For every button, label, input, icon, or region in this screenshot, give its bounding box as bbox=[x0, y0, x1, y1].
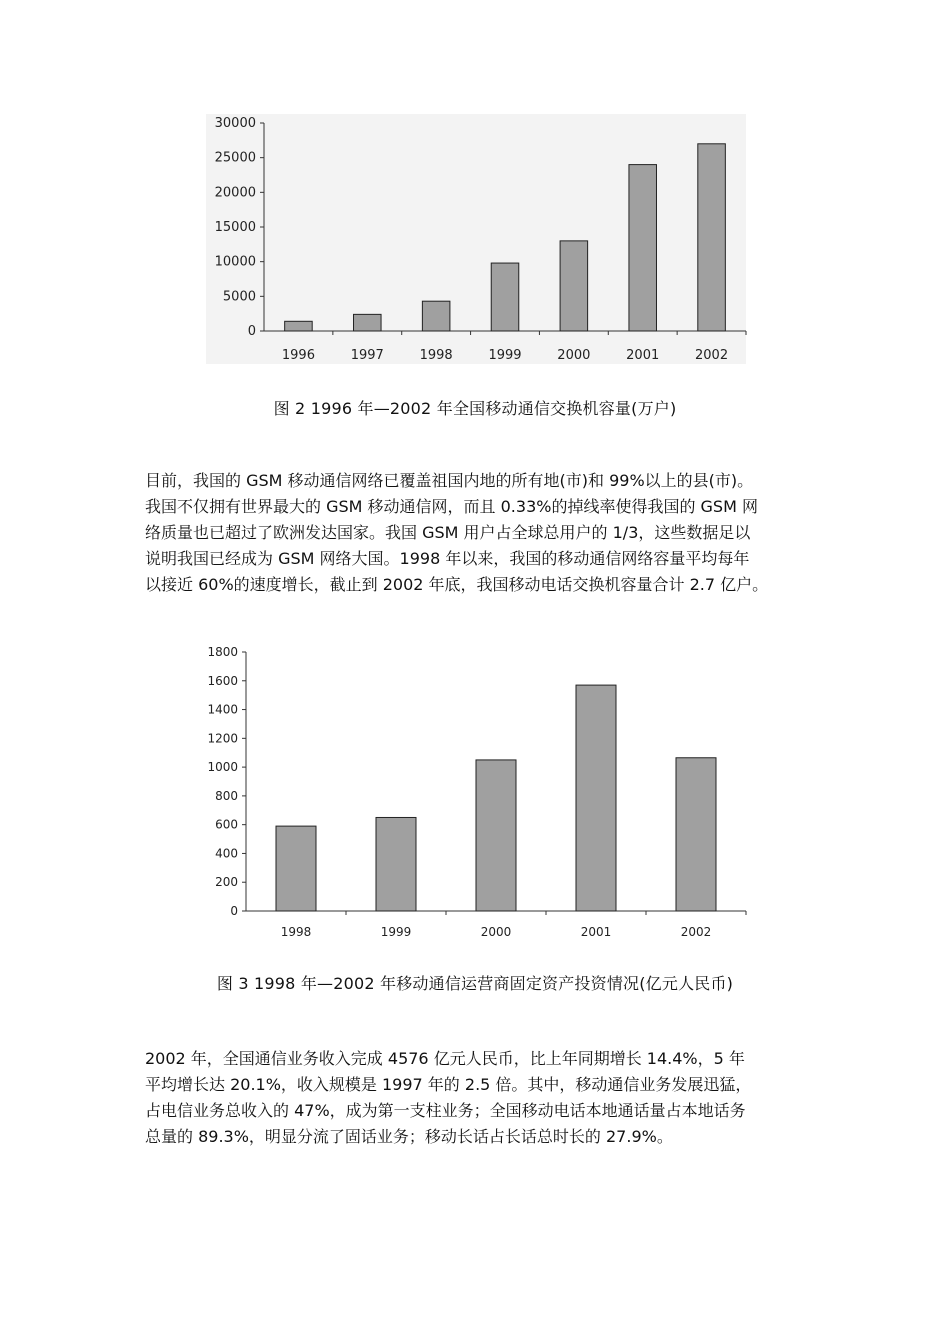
x-tick-label: 2000 bbox=[557, 348, 591, 363]
y-tick-label: 25000 bbox=[214, 150, 256, 166]
y-tick-label: 800 bbox=[215, 788, 238, 803]
paragraph-line: 络质量也已超过了欧洲发达国家。我国 GSM 用户占全球总用户的 1/3，这些数据足以 bbox=[145, 523, 751, 542]
bar bbox=[698, 144, 726, 331]
bar bbox=[422, 301, 450, 331]
figure-3-caption: 图 3 1998 年—2002 年移动通信运营商固定资产投资情况(亿元人民币) bbox=[216, 974, 734, 993]
y-tick-label: 1600 bbox=[207, 673, 238, 688]
y-tick-label: 20000 bbox=[214, 185, 256, 201]
paragraph-line: 我国不仅拥有世界最大的 GSM 移动通信网，而且 0.33%的掉线率使得我国的 GSM 网 bbox=[145, 497, 758, 516]
bar bbox=[576, 685, 616, 911]
x-tick-label: 1996 bbox=[281, 348, 315, 363]
y-tick-label: 15000 bbox=[214, 220, 256, 235]
bar bbox=[629, 165, 657, 331]
paragraph-line: 以接近 60%的速度增长，截止到 2002 年底，我国移动电话交换机容量合计 2.7 亿户。 bbox=[145, 575, 769, 594]
y-tick-label: 30000 bbox=[214, 116, 256, 131]
x-tick-label: 2002 bbox=[695, 348, 729, 363]
y-tick-label: 5000 bbox=[222, 289, 256, 305]
y-tick-label: 10000 bbox=[214, 254, 256, 270]
x-tick-label: 2002 bbox=[680, 925, 712, 939]
x-tick-label: 1997 bbox=[350, 348, 384, 363]
paragraph-line: 说明我国已经成为 GSM 网络大国。1998 年以来，我国的移动通信网络容量平均每年 bbox=[145, 549, 750, 568]
bar bbox=[476, 760, 516, 911]
y-tick-label: 400 bbox=[215, 846, 238, 861]
paragraph-line: 目前，我国的 GSM 移动通信网络已覆盖祖国内地的所有地(市)和 99%以上的县(市)。 bbox=[145, 471, 754, 490]
bar bbox=[376, 817, 416, 911]
bar bbox=[285, 321, 313, 331]
y-tick-label: 0 bbox=[247, 324, 256, 339]
bar bbox=[276, 826, 316, 911]
bar bbox=[354, 314, 382, 331]
investment-bar-chart bbox=[196, 640, 756, 942]
figure-2-caption: 图 2 1996 年—2002 年全国移动通信交换机容量(万户) bbox=[273, 399, 677, 418]
y-tick-label: 0 bbox=[230, 904, 238, 918]
paragraph-line: 总量的 89.3%，明显分流了固话业务；移动长话占长话总时长的 27.9%。 bbox=[145, 1127, 673, 1146]
revenue-paragraph bbox=[145, 1046, 825, 1150]
y-tick-label: 1000 bbox=[207, 760, 238, 775]
y-tick-label: 600 bbox=[215, 817, 238, 832]
x-tick-label: 2001 bbox=[626, 348, 660, 363]
bar bbox=[491, 263, 519, 331]
bar bbox=[560, 241, 588, 331]
investment-chart-svg bbox=[196, 640, 756, 942]
gsm-network-paragraph bbox=[145, 468, 825, 598]
bar bbox=[676, 758, 716, 911]
y-tick-label: 1400 bbox=[207, 702, 238, 717]
capacity-chart-svg bbox=[196, 108, 756, 370]
x-tick-label: 1998 bbox=[419, 348, 453, 363]
x-tick-label: 2001 bbox=[580, 925, 612, 939]
y-tick-label: 1200 bbox=[207, 731, 238, 746]
x-tick-label: 1999 bbox=[380, 925, 412, 939]
x-tick-label: 1998 bbox=[280, 925, 312, 939]
paragraph-line: 平均增长达 20.1%，收入规模是 1997 年的 2.5 倍。其中，移动通信业务发展迅猛， bbox=[145, 1075, 752, 1094]
capacity-bar-chart bbox=[196, 108, 756, 370]
paragraph-line: 占电信业务总收入的 47%，成为第一支柱业务；全国移动电话本地通话量占本地话务 bbox=[145, 1101, 746, 1120]
y-tick-label: 200 bbox=[215, 875, 238, 890]
paragraph-line: 2002 年，全国通信业务收入完成 4576 亿元人民币，比上年同期增长 14.4%，5 年 bbox=[145, 1049, 745, 1068]
y-tick-label: 1800 bbox=[207, 645, 238, 659]
x-tick-label: 2000 bbox=[480, 925, 512, 939]
x-tick-label: 1999 bbox=[488, 348, 522, 363]
